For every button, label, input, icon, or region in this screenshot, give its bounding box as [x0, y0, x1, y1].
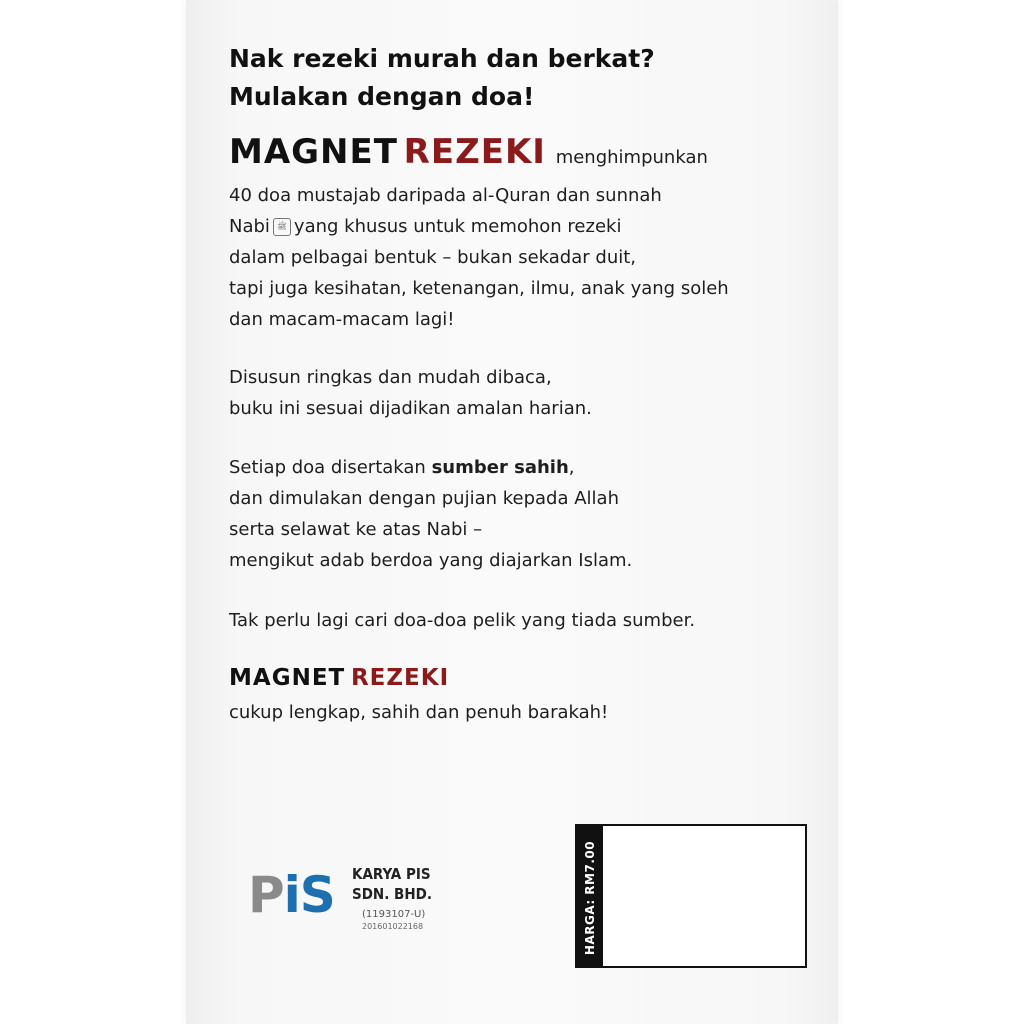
closing-brand-rezeki: REZEKI: [350, 665, 450, 691]
intro-line-2: 40 doa mustajab daripada al-Quran dan sunnah: [229, 185, 662, 206]
brand-word-rezeki: REZEKI: [403, 132, 546, 172]
intro-line-3-before: Nabi: [229, 216, 270, 237]
para3-bold-source: sumber sahih: [431, 457, 569, 478]
brand-word-magnet: MAGNET: [229, 132, 398, 172]
para3-line-2: dan dimulakan dengan pujian kepada Allah: [229, 488, 619, 509]
headline-line-2: Mulakan dengan doa!: [229, 82, 535, 111]
para4-line-1: Tak perlu lagi cari doa-doa pelik yang tiada sumber.: [229, 610, 696, 631]
intro-line-3-after: yang khusus untuk memohon rezeki: [293, 216, 622, 237]
closing-brand-line: [229, 663, 829, 697]
closing-paragraph: [229, 663, 829, 728]
intro-paragraph: [229, 132, 829, 335]
price-strip: [577, 826, 603, 966]
intro-line-3: [229, 211, 829, 242]
para2-line-1: Disusun ringkas dan mudah dibaca,: [229, 367, 552, 388]
salawat-icon: ﷺ: [273, 218, 291, 236]
para3-line-1: [229, 452, 829, 483]
publisher-block: [248, 862, 468, 942]
para2-line-2: buku ini sesuai dijadikan amalan harian.: [229, 398, 592, 419]
headline-line-1: Nak rezeki murah dan berkat?: [229, 44, 655, 73]
headline: [229, 40, 829, 116]
para3-line-1-after: ,: [568, 457, 575, 478]
para3-line-1-before: Setiap doa disertakan: [229, 457, 426, 478]
intro-line-4: dalam pelbagai bentuk – bukan sekadar duit,: [229, 247, 637, 268]
paragraph-3: [229, 452, 829, 576]
publisher-name: [352, 864, 432, 904]
publisher-name-line-2: SDN. BHD.: [352, 885, 432, 903]
publisher-registration: (1193107-U): [362, 909, 426, 920]
closing-brand-magnet: MAGNET: [229, 665, 346, 691]
para3-line-3: serta selawat ke atas Nabi –: [229, 519, 483, 540]
pis-logo: [248, 862, 335, 928]
intro-line-1-tail: menghimpunkan: [555, 147, 708, 168]
closing-line-1: cukup lengkap, sahih dan penuh barakah!: [229, 702, 609, 723]
intro-line-6: dan macam-macam lagi!: [229, 309, 455, 330]
price-label: HARGA: RM7.00: [583, 840, 597, 956]
pis-logo-p: P: [248, 866, 284, 924]
publisher-name-line-1: KARYA PIS: [352, 865, 431, 883]
intro-line-1: [229, 132, 829, 180]
para3-line-4: mengikut adab berdoa yang diajarkan Islam.: [229, 550, 633, 571]
paragraph-2: [229, 362, 829, 424]
price-box: [575, 824, 807, 968]
publisher-registration-new: 201601022168: [362, 922, 424, 931]
pis-logo-i: i: [283, 866, 300, 924]
paragraph-4: [229, 605, 829, 636]
intro-line-5: tapi juga kesihatan, ketenangan, ilmu, anak yang soleh: [229, 278, 729, 299]
pis-logo-s: S: [299, 866, 335, 924]
